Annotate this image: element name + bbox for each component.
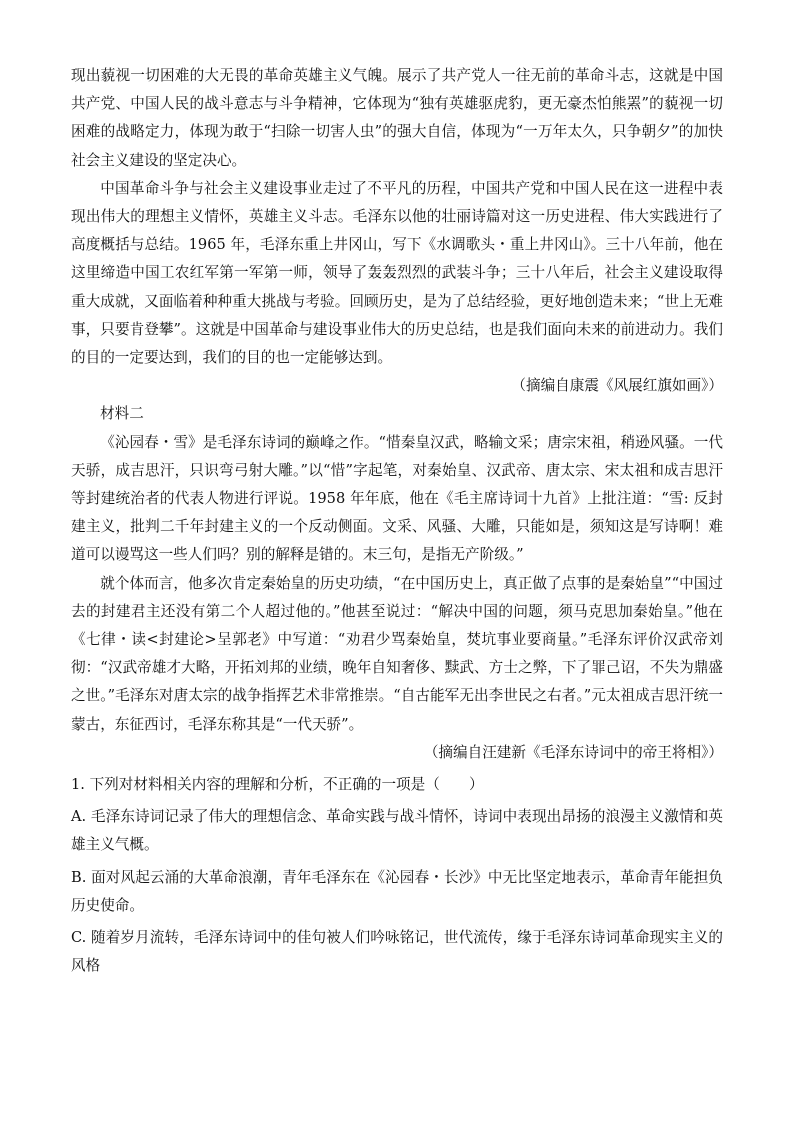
option-b: B. 面对风起云涌的大革命浪潮，青年毛泽东在《沁园春・长沙》中无比坚定地表示，革命青年能担负历史使命。 bbox=[71, 868, 723, 914]
material-one-paragraph-1: 现出藐视一切困难的大无畏的革命英雄主义气魄。展示了共产党人一往无前的革命斗志，这就是中国共产党、中国人民的战斗意志与斗争精神，它体现为“独有英雄驱虎豹，更无豪杰怕熊罴”的藐视一切困难的战略定力，体现为敢于“扫除一切害人虫”的强大自信，体现为“一万年太久，只争朝夕”的加快社会主义建设的坚定决心。 bbox=[71, 67, 723, 169]
option-c: C. 随着岁月流转，毛泽东诗词中的佳句被人们吟咏铭记，世代流传，缘于毛泽东诗词革命现实主义的风格 bbox=[71, 929, 723, 975]
material-two-paragraph-2: 就个体而言，他多次肯定秦始皇的历史功绩，“在中国历史上，真正做了点事的是秦始皇”“中国过去的封建君主还没有第二个人超过他的。”他甚至说过：“解决中国的问题，须马克思加秦始皇。”他在《七律・读<封建论>呈郭老》中写道：“劝君少骂秦始皇，焚坑事业要商量。”毛泽东评价汉武帝刘彻：“汉武帝雄才大略，开拓刘邦的业绩，晚年自知奢侈、黩武、方士之弊，下了罪己诏，不失为鼎盛之世。”毛泽东对唐太宗的战争指挥艺术非常推崇。“自古能军无出李世民之右者。”元太祖成吉思汗统一蒙古，东征西讨，毛泽东称其是“一代天骄”。 bbox=[71, 574, 723, 733]
question-stem: 1. 下列对材料相关内容的理解和分析，不正确的一项是（ ） bbox=[71, 776, 484, 794]
option-a: A. 毛泽东诗词记录了伟大的理想信念、革命实践与战斗情怀，诗词中表现出昂扬的浪漫主义激情和英雄主义气概。 bbox=[71, 808, 723, 854]
material-one-source: （摘编自康震《风展红旗如画》） bbox=[511, 377, 723, 395]
material-two-source: （摘编自汪建新《毛泽东诗词中的帝王将相》） bbox=[423, 743, 723, 761]
material-two-paragraph-1: 《沁园春・雪》是毛泽东诗词的巅峰之作。“惜秦皇汉武，略输文采；唐宗宋祖，稍逊风骚。一代天骄，成吉思汗，只识弯弓射大雕。”以“惜”字起笔，对秦始皇、汉武帝、唐太宗、宋太祖和成吉思汗等封建统治者的代表人物进行评说。1958 年年底，他在《毛主席诗词十九首》上批注道：“雪: 反封建主义，批判二千年封建主义的一个反动侧面。文采、风骚、大雕，只能如是，须知这是写诗啊！难道可以谩骂这一些人们吗？别的解释是错的。末三句，是指无产阶级。” bbox=[71, 433, 723, 564]
material-one-paragraph-2: 中国革命斗争与社会主义建设事业走过了不平凡的历程，中国共产党和中国人民在这一进程中表现出伟大的理想主义情怀，英雄主义斗志。毛泽东以他的壮丽诗篇对这一历史进程、伟大实践进行了高度概括与总结。1965 年，毛泽东重上井冈山，写下《水调歌头・重上井冈山》。三十八年前，他在这里缔造中国工农红军第一军第一师，领导了轰轰烈烈的武装斗争；三十八年后，社会主义建设取得重大成就，又面临着种种重大挑战与考验。回顾历史，是为了总结经验，更好地创造未来；“世上无难事，只要肯登攀”。这就是中国革命与建设事业伟大的历史总结，也是我们面向未来的前进动力。我们的目的一定要达到，我们的目的也一定能够达到。 bbox=[71, 179, 723, 367]
document-page bbox=[71, 62, 723, 981]
material-two-label: 材料二 bbox=[100, 405, 144, 423]
